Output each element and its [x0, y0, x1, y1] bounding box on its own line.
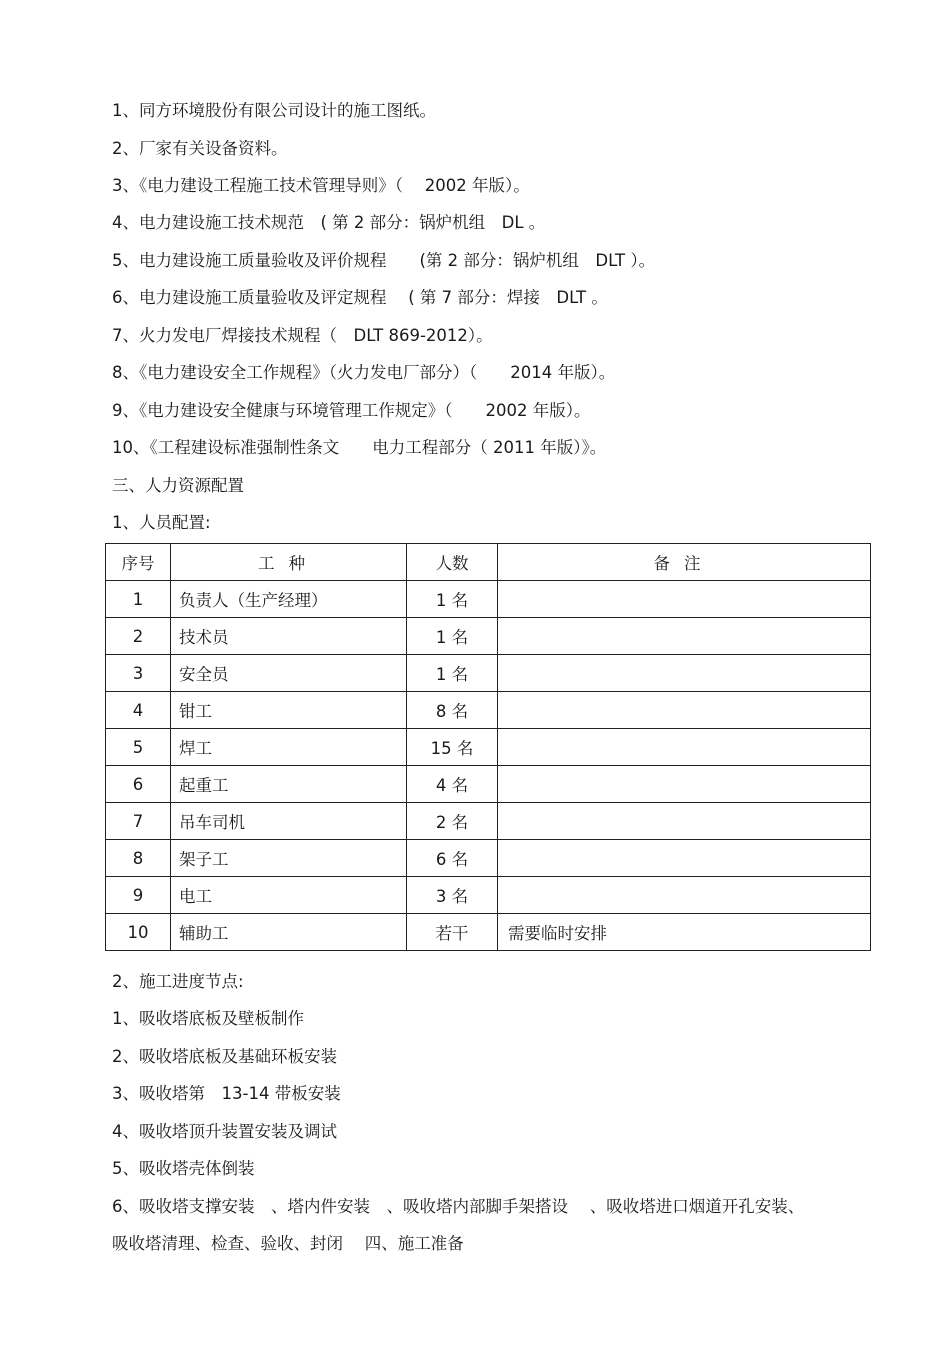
cell-remark: 需要临时安排: [498, 914, 871, 951]
table-row: [106, 618, 871, 655]
progress-item: 1、吸收塔底板及壁板制作: [112, 1009, 304, 1028]
table-row: [106, 729, 871, 766]
cell-count: 2 名: [407, 803, 498, 840]
cell-trade: 焊工: [171, 729, 407, 766]
cell-trade: 起重工: [171, 766, 407, 803]
cell-remark: [498, 877, 871, 914]
table-row: [106, 581, 871, 618]
progress-item: 4、吸收塔顶升装置安装及调试: [112, 1122, 337, 1141]
cell-index: 10: [106, 914, 171, 951]
table-row: [106, 692, 871, 729]
cell-remark: [498, 840, 871, 877]
cell-trade: 钳工: [171, 692, 407, 729]
cell-trade: 吊车司机: [171, 803, 407, 840]
cell-remark: [498, 618, 871, 655]
cell-trade: 负责人（生产经理）: [171, 581, 407, 618]
cell-index: 5: [106, 729, 171, 766]
cell-trade: 辅助工: [171, 914, 407, 951]
progress-item: 6、吸收塔支撑安装 、塔内件安装 、吸收塔内部脚手架搭设 、吸收塔进口烟道开孔安装、: [112, 1197, 805, 1216]
table-row: [106, 655, 871, 692]
reference-item: 10、《工程建设标准强制性条文 电力工程部分（ 2011 年版）》。: [112, 438, 607, 457]
reference-item: 9、《电力建设安全健康与环境管理工作规定》（ 2002 年版）。: [112, 401, 591, 420]
cell-count: 3 名: [407, 877, 498, 914]
cell-remark: [498, 803, 871, 840]
subsection-heading: 1、人员配置:: [112, 513, 211, 532]
cell-count: 4 名: [407, 766, 498, 803]
cell-trade: 安全员: [171, 655, 407, 692]
reference-item: 7、火力发电厂焊接技术规程（ DLT 869-2012）。: [112, 326, 493, 345]
cell-index: 6: [106, 766, 171, 803]
cell-index: 8: [106, 840, 171, 877]
table-row: [106, 877, 871, 914]
cell-count: 1 名: [407, 618, 498, 655]
cell-remark: [498, 729, 871, 766]
progress-item: 吸收塔清理、检查、验收、封闭 四、施工准备: [112, 1234, 464, 1253]
cell-remark: [498, 766, 871, 803]
table-header-row: [106, 544, 871, 581]
cell-count: 15 名: [407, 729, 498, 766]
reference-item: 2、厂家有关设备资料。: [112, 139, 288, 158]
reference-item: 3、《电力建设工程施工技术管理导则》（ 2002 年版）。: [112, 176, 530, 195]
progress-item: 3、吸收塔第 13-14 带板安装: [112, 1084, 341, 1103]
reference-item: 5、电力建设施工质量验收及评价规程 (第 2 部分：锅炉机组 DLT ）。: [112, 251, 656, 270]
cell-count: 1 名: [407, 581, 498, 618]
cell-count: 1 名: [407, 655, 498, 692]
subsection-heading: 2、施工进度节点:: [112, 972, 244, 991]
cell-index: 4: [106, 692, 171, 729]
staffing-table: [105, 543, 871, 951]
progress-item: 2、吸收塔底板及基础环板安装: [112, 1047, 337, 1066]
reference-item: 8、《电力建设安全工作规程》（火力发电厂部分）（ 2014 年版）。: [112, 363, 616, 382]
table-row: [106, 840, 871, 877]
reference-item: 6、电力建设施工质量验收及评定规程 ( 第 7 部分：焊接 DLT 。: [112, 288, 608, 307]
cell-index: 1: [106, 581, 171, 618]
cell-count: 6 名: [407, 840, 498, 877]
table-row: [106, 914, 871, 951]
section-heading: 三、人力资源配置: [112, 476, 244, 495]
header-trade: 工种: [171, 544, 407, 581]
cell-index: 7: [106, 803, 171, 840]
table-row: [106, 766, 871, 803]
cell-remark: [498, 581, 871, 618]
table-row: [106, 803, 871, 840]
cell-index: 2: [106, 618, 171, 655]
reference-item: 4、电力建设施工技术规范 ( 第 2 部分：锅炉机组 DL 。: [112, 213, 546, 232]
cell-count: 8 名: [407, 692, 498, 729]
cell-trade: 架子工: [171, 840, 407, 877]
cell-remark: [498, 692, 871, 729]
cell-count: 若干: [407, 914, 498, 951]
progress-item: 5、吸收塔壳体倒装: [112, 1159, 255, 1178]
header-index: 序号: [106, 544, 171, 581]
cell-index: 3: [106, 655, 171, 692]
cell-trade: 技术员: [171, 618, 407, 655]
header-count: 人数: [407, 544, 498, 581]
cell-trade: 电工: [171, 877, 407, 914]
reference-item: 1、同方环境股份有限公司设计的施工图纸。: [112, 101, 436, 120]
header-remark: 备注: [498, 544, 871, 581]
cell-index: 9: [106, 877, 171, 914]
cell-remark: [498, 655, 871, 692]
